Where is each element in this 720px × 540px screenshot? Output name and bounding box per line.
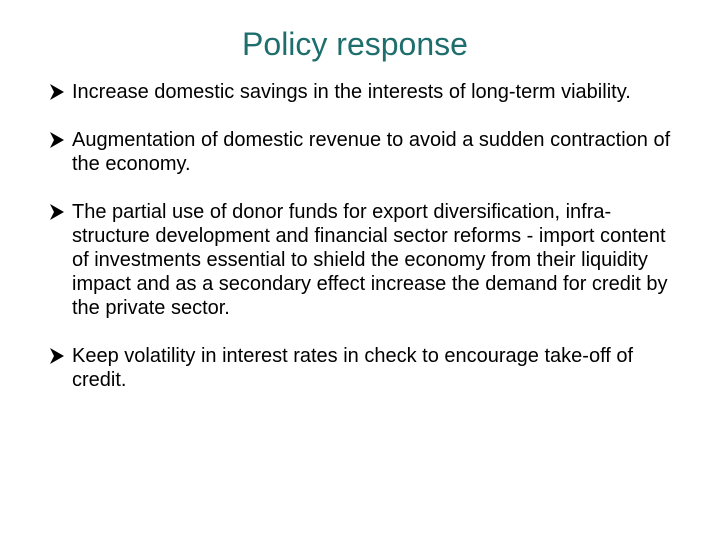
arrowhead-bullet-icon bbox=[48, 130, 66, 150]
bullet-text: Increase domestic savings in the interests of long-term viability. bbox=[72, 81, 631, 103]
arrowhead-bullet-icon bbox=[48, 202, 66, 222]
bullet-text: Augmentation of domestic revenue to avoid a sudden contraction of the economy. bbox=[72, 129, 671, 175]
slide-title: Policy response bbox=[242, 26, 468, 62]
bullet-item bbox=[48, 128, 678, 176]
bullet-text: Keep volatility in interest rates in check to encourage take-off of credit. bbox=[72, 345, 634, 391]
arrowhead-bullet-icon bbox=[48, 346, 66, 366]
bullet-item bbox=[48, 200, 678, 320]
bullet-list bbox=[48, 80, 678, 416]
bullet-item bbox=[48, 80, 678, 104]
arrowhead-bullet-icon bbox=[48, 82, 66, 102]
bullet-item bbox=[48, 344, 678, 392]
bullet-text: The partial use of donor funds for export diversification, infra-structure development and financial sector reforms - import content of investments essential to shield the economy from their liquidity impact and as a secondary effect increase the demand for credit by the private sector. bbox=[72, 201, 668, 319]
